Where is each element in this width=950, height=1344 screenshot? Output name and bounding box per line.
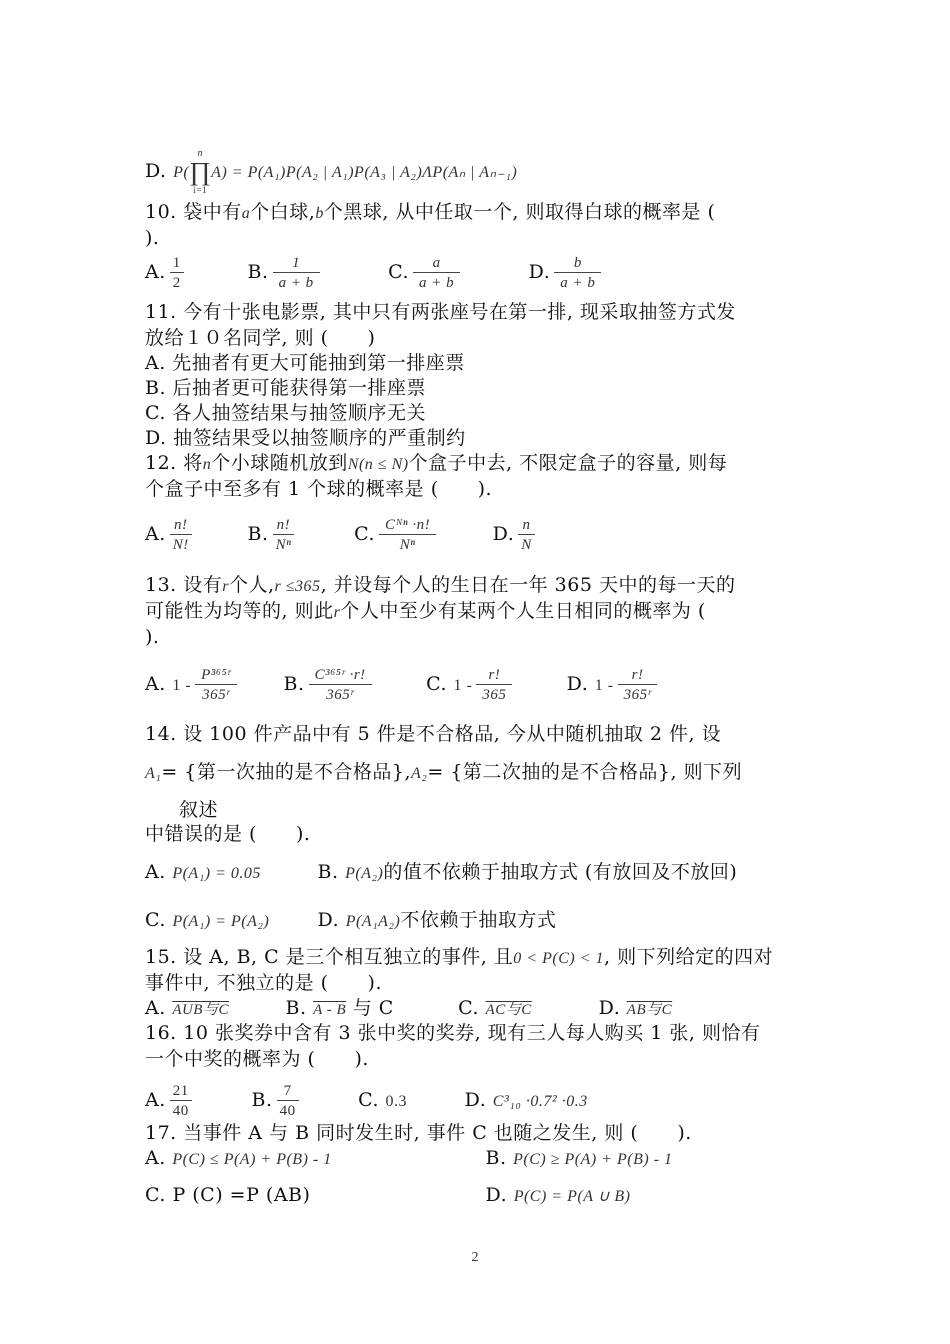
q13-line3: ). xyxy=(145,626,160,648)
q14-line2: A₁= {第一次抽的是不合格品},A₂= {第二次抽的是不合格品}, 则下列 xyxy=(145,761,743,783)
q16-option-c[interactable]: C. 0.3 xyxy=(358,1089,408,1111)
q15-option-d[interactable]: D. AB与C xyxy=(598,997,673,1019)
q15-line1: 15. 设 A, B, C 是三个相互独立的事件, 且0 < P(C) < 1, 则下列给定的四对 xyxy=(145,946,774,968)
q16-option-b[interactable]: B. $\frac{7}{40}$ xyxy=(252,1082,352,1120)
q12-option-d[interactable]: D. $\frac{n}{N}$ xyxy=(493,516,539,554)
q13-option-d[interactable]: D. 1 - $\frac{r!}{\text{365ʳ}}$ xyxy=(567,666,662,704)
q16-line1: 16. 10 张奖券中含有 3 张中奖的奖券, 现有三人每人购买 1 张, 则恰有 xyxy=(145,1022,761,1044)
q14-line3: 叙述 xyxy=(179,799,219,821)
q11-option-c[interactable]: C. 各人抽签结果与抽签顺序无关 xyxy=(145,402,426,424)
q10-option-a[interactable]: A. $\frac{1}{2}$ xyxy=(145,254,241,292)
q16-option-a[interactable]: A. $\frac{21}{40}$ xyxy=(145,1082,245,1120)
q9-option-d: D. P( n ∏ i=1 A) = P(A₁)P(A₂ | A₁)P(A₃ | A₂)ΛP(Aₙ | Aₙ₋₁) xyxy=(145,148,518,195)
q13-line2: 可能性为均等的, 则此r个人中至少有某两个人生日相同的概率为 ( xyxy=(145,600,706,622)
q14-option-c[interactable]: C. P(A₁) = P(A₂) xyxy=(145,909,270,931)
q17-options-ab xyxy=(145,1146,673,1172)
q10-option-d[interactable]: D. $\frac{b}{a + b}$ xyxy=(529,254,606,292)
q9d-formula-lhs: P( xyxy=(173,164,190,181)
q17-option-c[interactable]: C. P (C) =P (AB) xyxy=(145,1184,311,1206)
q17-option-b[interactable]: B. P(C) ≥ P(A) + P(B) - 1 xyxy=(485,1147,673,1169)
q10-options xyxy=(145,254,605,292)
q14-option-a[interactable]: A. P(A₁) = 0.05 xyxy=(145,861,261,883)
q16-options xyxy=(145,1082,588,1120)
q11-line2: 放给１０名同学, 则 ( ) xyxy=(145,327,376,349)
q13-option-a[interactable]: A. 1 - $\frac{\text{P³⁶⁵ʳ}}{\text{365ʳ}}$ xyxy=(145,666,277,704)
q11-option-a[interactable]: A. 先抽者有更大可能抽到第一排座票 xyxy=(145,352,465,374)
q12-options xyxy=(145,516,539,554)
q13-line1: 13. 设有r个人,r ≤365, 并设每个人的生日在一年 365 天中的每一天的 xyxy=(145,574,736,596)
q15-option-a[interactable]: A. AUB与C xyxy=(145,997,229,1019)
q17-line1: 17. 当事件 A 与 B 同时发生时, 事件 C 也随之发生, 则 ( ). xyxy=(145,1122,692,1144)
q12-line1: 12. 将n个小球随机放到N(n ≤ N)个盒子中去, 不限定盒子的容量, 则每 xyxy=(145,452,728,474)
q12-option-c[interactable]: C. $\frac{\text{Cᴺⁿ ·n!}}{\text{Nⁿ}}$ xyxy=(354,516,486,554)
q10-line2: ). xyxy=(145,227,160,249)
q15-option-b[interactable]: B. A - B 与 C xyxy=(285,997,394,1019)
q14-line4: 中错误的是 ( ). xyxy=(145,823,311,845)
q14-option-b[interactable]: B. P(A₂)的值不依赖于抽取方式 (有放回及不放回) xyxy=(317,861,738,883)
q15-line2: 事件中, 不独立的是 ( ). xyxy=(145,972,382,994)
q17-options-cd xyxy=(145,1183,631,1209)
q14-option-d[interactable]: D. P(A₁A₂)不依赖于抽取方式 xyxy=(317,909,557,931)
q12-option-a[interactable]: A. $\frac{n!}{N!}$ xyxy=(145,516,241,554)
q11-line1: 11. 今有十张电影票, 其中只有两张座号在第一排, 现采取抽签方式发 xyxy=(145,301,736,323)
q10-option-b[interactable]: B. $\frac{1}{a + b}$ xyxy=(248,254,382,292)
q14-line1: 14. 设 100 件产品中有 5 件是不合格品, 今从中随机抽取 2 件, 设 xyxy=(145,723,722,745)
q16-option-d[interactable]: D. C³₁₀ ·0.7² ·0.3 xyxy=(464,1089,588,1111)
q17-option-a[interactable]: A. P(C) ≤ P(A) + P(B) - 1 xyxy=(145,1147,332,1169)
q13-options xyxy=(145,666,661,704)
q16-line2: 一个中奖的概率为 ( ). xyxy=(145,1048,369,1070)
q13-option-c[interactable]: C. 1 - $\frac{r!}{365}$ xyxy=(426,666,560,704)
q11-option-d[interactable]: D. 抽签结果受以抽签顺序的严重制约 xyxy=(145,427,466,449)
q10-line1: 10. 袋中有a个白球,b个黑球, 从中任取一个, 则取得白球的概率是 ( xyxy=(145,201,716,223)
q10-option-c[interactable]: C. $\frac{a}{a + b}$ xyxy=(388,254,522,292)
q15-options xyxy=(145,996,672,1022)
q12-line2: 个盒子中至多有 1 个球的概率是 ( ). xyxy=(145,478,493,500)
q14-options-cd xyxy=(145,908,556,934)
page-number: 2 xyxy=(471,1250,479,1265)
q12-option-b[interactable]: B. $\frac{n!}{\text{Nⁿ}}$ xyxy=(248,516,348,554)
q13-option-b[interactable]: B. $\frac{\text{C³⁶⁵ʳ ·r!}}{\text{365ʳ}}$ xyxy=(284,666,420,704)
q14-options-ab xyxy=(145,860,737,886)
product-symbol: n ∏ i=1 xyxy=(189,148,212,195)
q17-option-d[interactable]: D. P(C) = P(A ∪ B) xyxy=(485,1184,631,1206)
q15-option-c[interactable]: C. AC与C xyxy=(458,997,532,1019)
q11-option-b[interactable]: B. 后抽者更可能获得第一排座票 xyxy=(145,377,427,399)
